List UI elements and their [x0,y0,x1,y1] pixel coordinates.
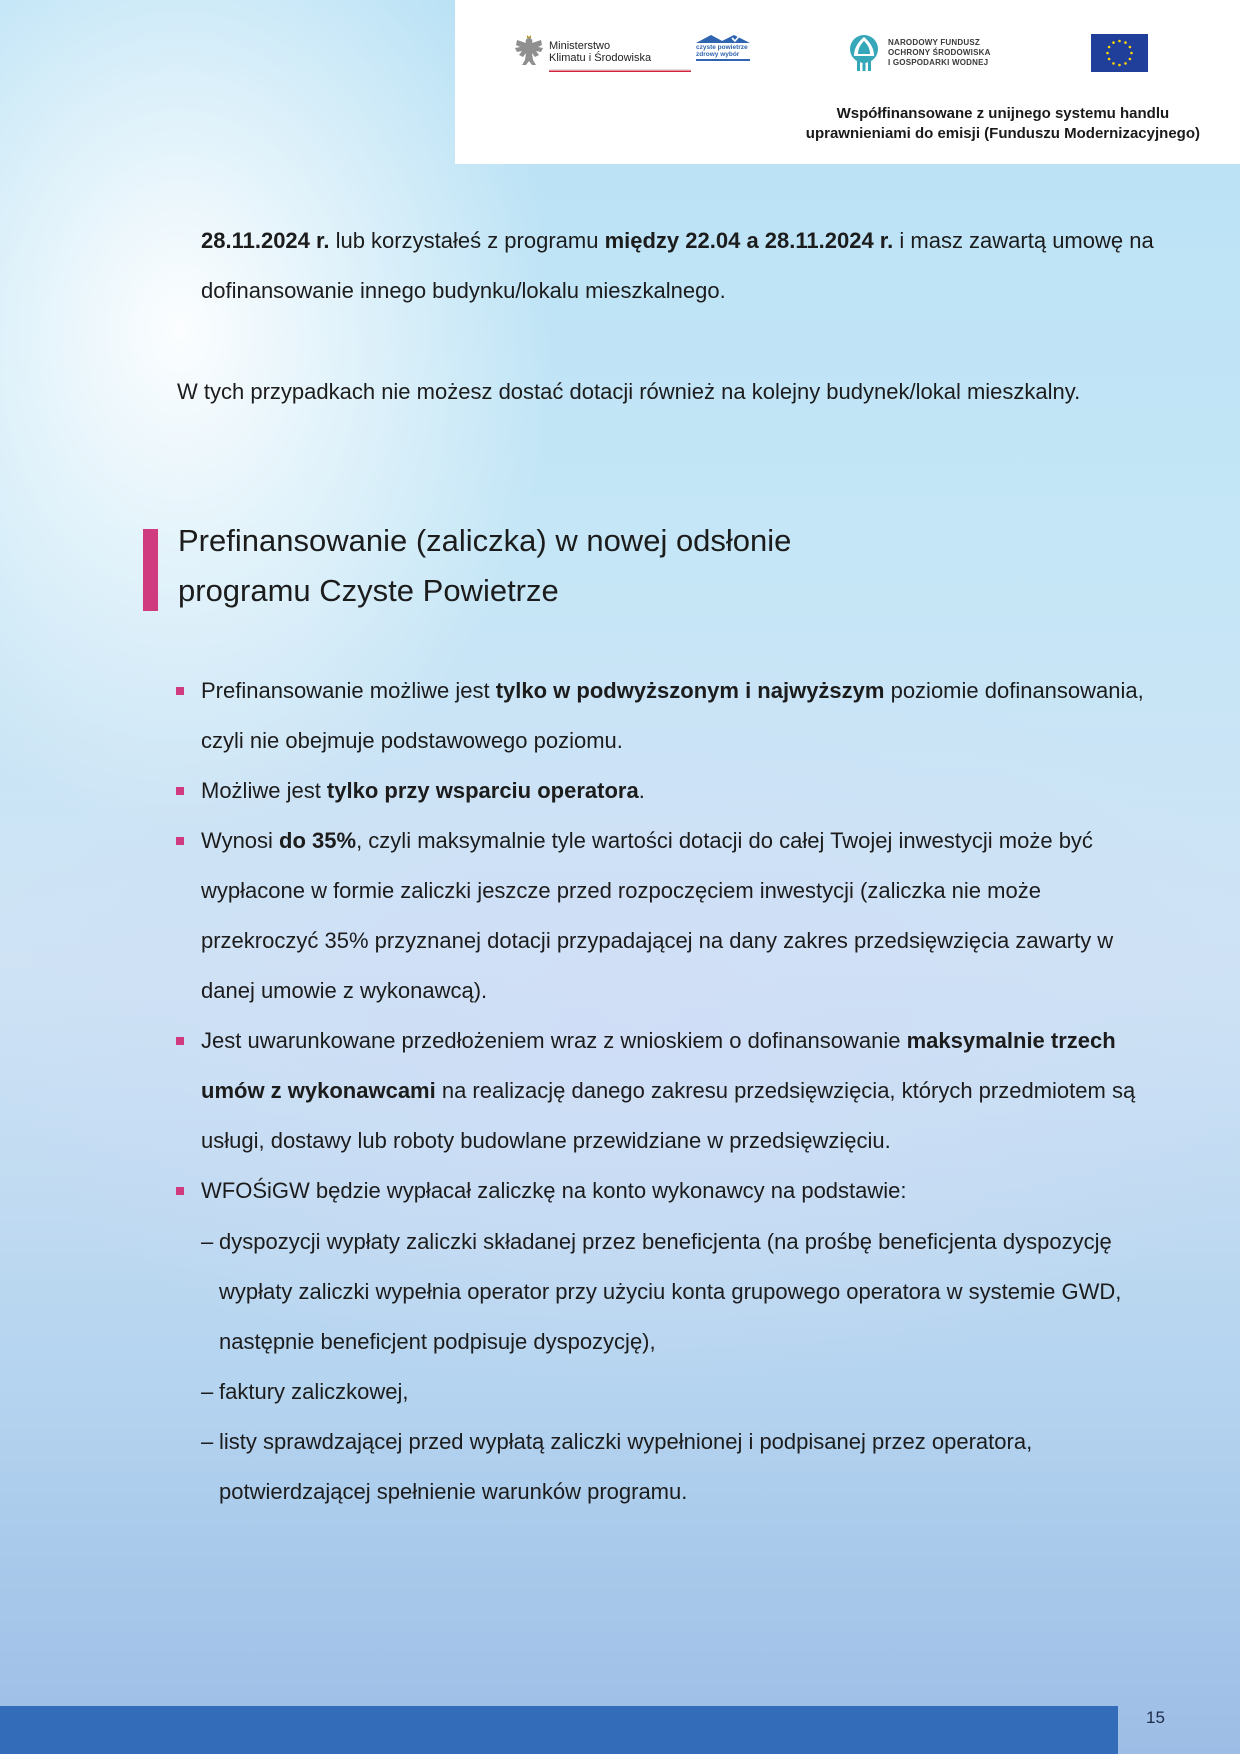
bullet-marker [176,1037,184,1045]
prefinancing-bullet-list [201,666,1161,1216]
dash-marker: – [201,1379,214,1404]
ministry-name: Ministerstwo Klimatu i Środowiska [549,40,652,64]
list-item: – listy sprawdzającej przed wypłatą zaliczki wypełnionej i podpisanej przez operatora, potwierdzającej spełnienie warunków programu. [201,1417,1161,1517]
bullet-marker [176,787,184,795]
dash-marker: – [201,1429,214,1454]
national-fund-logo [848,34,991,72]
program-underline [696,59,750,61]
footer-bar [0,1706,1118,1754]
program-name: czyste powietrze zdrowy wybór [696,44,748,58]
payment-basis-list [201,1217,1161,1517]
dash-marker: – [201,1229,214,1254]
eu-flag [1091,34,1148,72]
list-item: Wynosi do 35%, czyli maksymalnie tyle wartości dotacji do całej Twojej inwestycji może być wypłacone w formie zaliczki jeszcze przed rozpoczęciem inwestycji (zaliczka nie może przekroczyć 35% przyznanej dotacji przypadającej na dany zakres przedsięwzięcia zawarty w danej umowie z wykonawcą). [201,816,1161,1016]
ministry-flag-line [549,69,691,72]
list-item: WFOŚiGW będzie wypłacał zaliczkę na konto wykonawcy na podstawie: [201,1166,1161,1216]
bullet-marker [176,687,184,695]
list-item: – dyspozycji wypłaty zaliczki składanej przez beneficjenta (na prośbę beneficjenta dyspozycję wypłaty zaliczki wypełnia operator przy użyciu konta grupowego operatora w systemie GWD, następnie beneficjent podpisuje dyspozycję), [201,1217,1161,1367]
list-item: Jest uwarunkowane przedłożeniem wraz z wnioskiem o dofinansowanie maksymalnie trzech umów z wykonawcami na realizację danego zakresu przedsięwzięcia, których przedmiotem są usługi, dostawy lub roboty budowlane przewidziane w przedsięwzięciu. [201,1016,1161,1166]
bullet-marker [176,1187,184,1195]
list-item: – faktury zaliczkowej, [201,1367,1161,1417]
paragraph-restriction: W tych przypadkach nie możesz dostać dotacji również na kolejny budynek/lokal mieszkalny. [177,379,1081,404]
ministry-logo [513,34,651,70]
section-title: Prefinansowanie (zaliczka) w nowej odsłonie programu Czyste Powietrze [178,523,792,608]
bullet-marker [176,837,184,845]
header-panel [455,0,1240,164]
fund-name: NARODOWY FUNDUSZ OCHRONY ŚRODOWISKA I GOSPODARKI WODNEJ [888,38,991,67]
list-item: Możliwe jest tylko przy wsparciu operatora. [201,766,1161,816]
clean-air-program-logo [696,33,750,61]
page-number: 15 [1146,1708,1165,1727]
list-item: Prefinansowanie możliwe jest tylko w podwyższonym i najwyższym poziomie dofinansowania, czyli nie obejmuje podstawowego poziomu. [201,666,1161,766]
eu-flag-icon [1091,34,1148,72]
paragraph-continuation: 28.11.2024 r. lub korzystałeś z programu między 22.04 a 28.11.2024 r. i masz zawartą umowę na dofinansowanie innego budynku/lokalu mieszkalnego. [201,228,1154,303]
section-accent-bar [143,529,158,611]
fund-emblem-icon [848,34,880,72]
eagle-emblem-icon [513,34,545,70]
cofinancing-caption: Współfinansowane z unijnego systemu handlu uprawnieniami do emisji (Funduszu Modernizacyjnego) [805,105,1200,142]
house-roof-check-icon [696,33,750,43]
